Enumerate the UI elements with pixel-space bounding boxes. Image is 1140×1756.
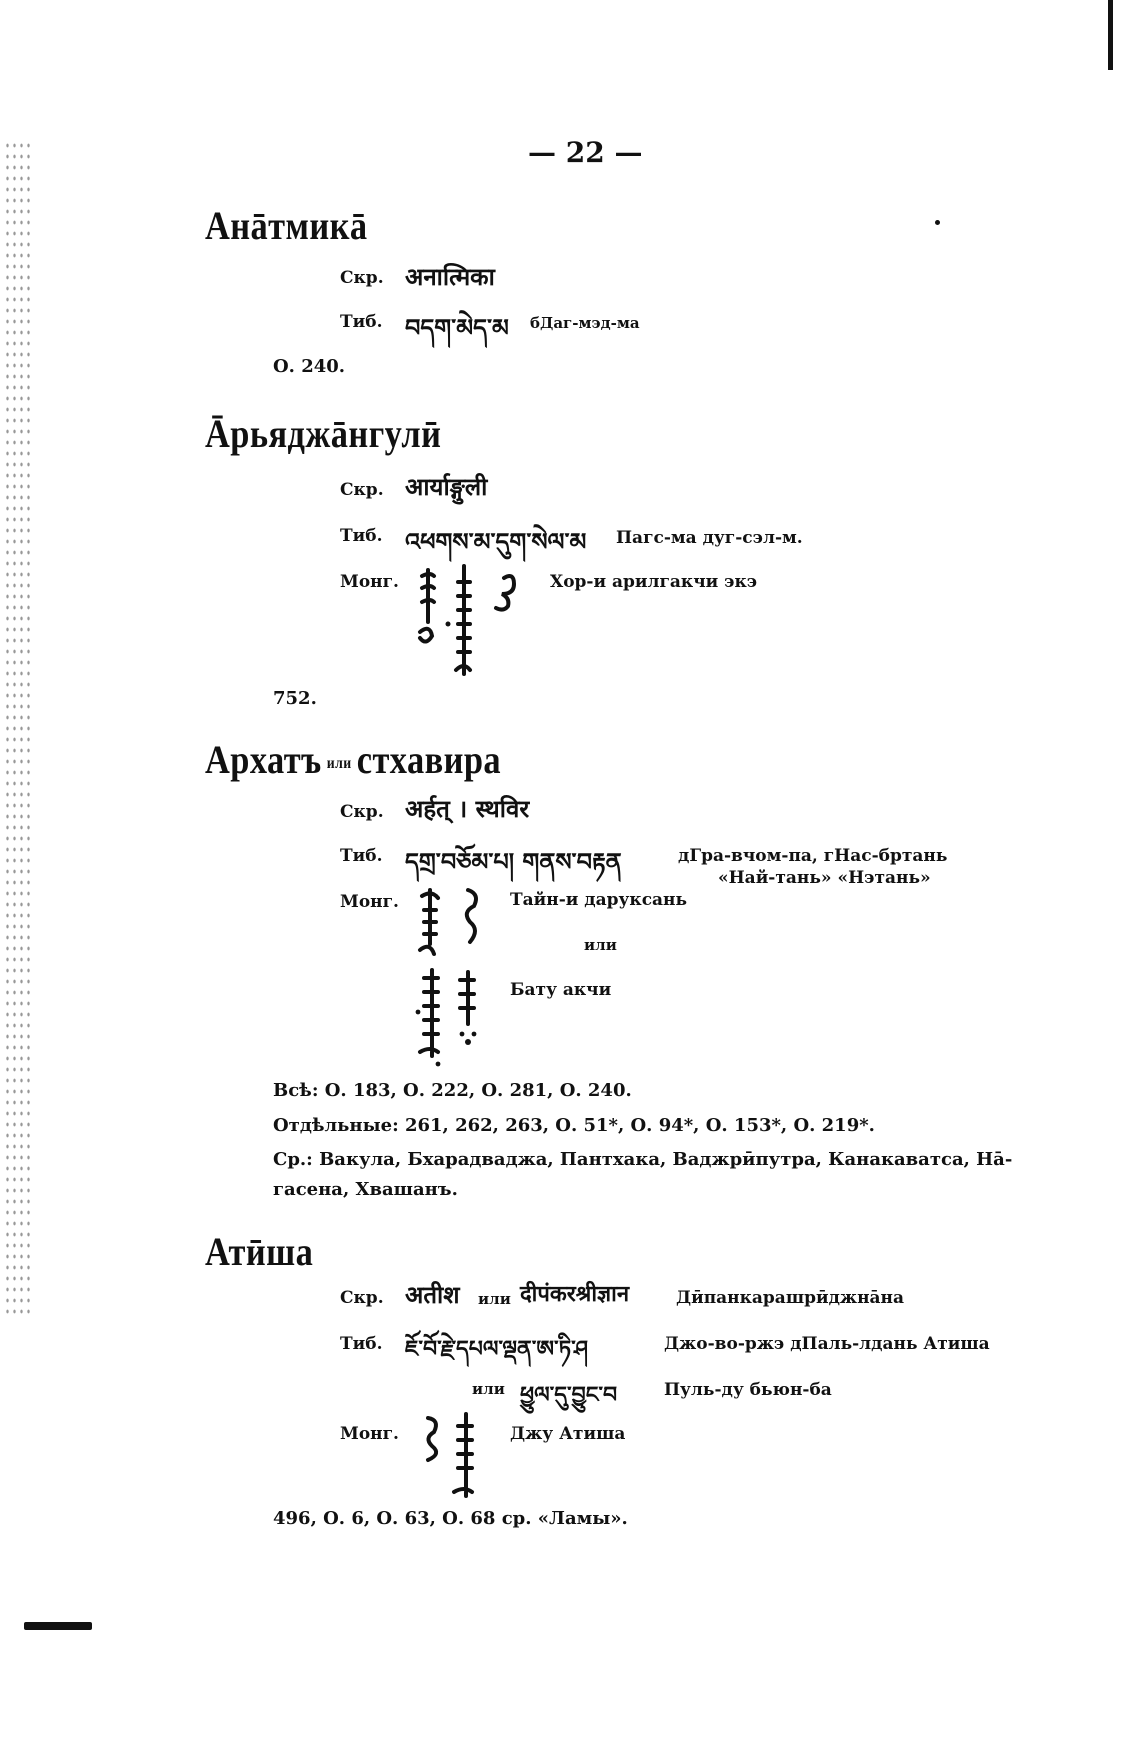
sanskrit-transliteration: Дӣпанкарашрӣджнāна [676, 1288, 904, 1308]
tibetan-label: Тиб. [340, 526, 383, 546]
mongolian-transliteration: Хор-и арилгакчи экэ [550, 572, 758, 592]
entry-heading-atisha: Атӣша [205, 1229, 314, 1274]
tibetan-transliteration: Джо-во-ржэ дПаль-лдань Атиша [664, 1334, 990, 1354]
tibetan-script: ཇོ་བོ་རྗེ་དཔལ་ལྡན་ཨ་ཏི་ཤ [405, 1336, 589, 1362]
heading-main: Архатъ [205, 737, 322, 782]
sanskrit-label: Скр. [340, 480, 384, 500]
mongolian-label: Монг. [340, 572, 399, 592]
sanskrit-label: Скр. [340, 802, 384, 822]
sanskrit-script: दीपंकरश्रीज्ञान [520, 1281, 630, 1307]
tibetan-label: Тиб. [340, 1334, 383, 1354]
entry-reference: 496, О. 6, О. 63, О. 68 ср. «Ламы». [273, 1508, 628, 1529]
mongolian-transliteration: Тайн-и даруксань [510, 890, 688, 910]
sanskrit-script: आर्याङ्गुली [405, 472, 488, 501]
entry-heading-anatmika: Анāтмикā [205, 203, 368, 248]
tibetan-transliteration: Пагс-ма дуг-сэл-м. [616, 528, 803, 548]
entry-heading-aryajanguli: Āрьяджāнгулӣ [205, 411, 442, 456]
tibetan-transliteration: бДаг-мэд-ма [530, 314, 640, 332]
references-all: Всѣ: О. 183, О. 222, О. 281, О. 240. [273, 1080, 632, 1101]
tibetan-transliteration: «Най-тань» «Нэтань» [718, 868, 931, 888]
mongolian-label: Монг. [340, 892, 399, 912]
mongolian-label: Монг. [340, 1424, 399, 1444]
tibetan-script: འཕགས་མ་དུག་སེལ་མ [405, 527, 587, 556]
tibetan-or: или [472, 1380, 505, 1398]
sanskrit-script: अर्हत् । स्थविर [405, 794, 530, 823]
tibetan-script: བདག་མེད་མ [405, 313, 509, 342]
mongolian-or: или [584, 936, 617, 954]
mongolian-script [412, 562, 522, 682]
sanskrit-script: अनात्मिका [405, 262, 495, 291]
sanskrit-label: Скр. [340, 268, 384, 288]
mongolian-transliteration: Джу Атиша [510, 1424, 626, 1444]
heading-or: или [326, 754, 352, 772]
tibetan-script: ཕྱུལ་དུ་བྱུང་བ [520, 1382, 618, 1408]
tibetan-label: Тиб. [340, 846, 383, 866]
mongolian-script [410, 884, 490, 1068]
mongolian-script [414, 1412, 494, 1502]
tibetan-script: དགྲ་བཅོམ་པ། གནས་བརྟན [405, 847, 622, 876]
page-number: — 22 — [528, 136, 643, 169]
tibetan-label: Тиб. [340, 312, 383, 332]
heading-alt: стхавира [356, 737, 502, 782]
ink-smudge [24, 1622, 92, 1630]
entry-heading-arhat [205, 736, 501, 783]
mongolian-transliteration: Бату акчи [510, 980, 612, 1000]
sanskrit-or: или [478, 1290, 511, 1308]
sanskrit-label: Скр. [340, 1288, 384, 1308]
ink-speck [935, 220, 940, 225]
entry-reference: О. 240. [273, 356, 346, 377]
references-separate: Отдѣльные: 261, 262, 263, О. 51*, О. 94*, О. 153*, О. 219*. [273, 1115, 875, 1136]
sanskrit-script: अतीश [405, 1280, 460, 1309]
see-also: Ср.: Вакула, Бхарадваджа, Пантхака, Ваджрӣпутра, Канакаватса, Нā-гасена, Хвашанъ. [273, 1149, 1013, 1200]
margin-speckle [4, 140, 30, 1320]
entry-reference: 752. [273, 688, 317, 709]
tibetan-transliteration: дГра-вчом-па, гНас-бртань [678, 846, 948, 866]
tibetan-transliteration: Пуль-ду бьюн-ба [664, 1380, 832, 1400]
page-edge-mark [1108, 0, 1113, 70]
